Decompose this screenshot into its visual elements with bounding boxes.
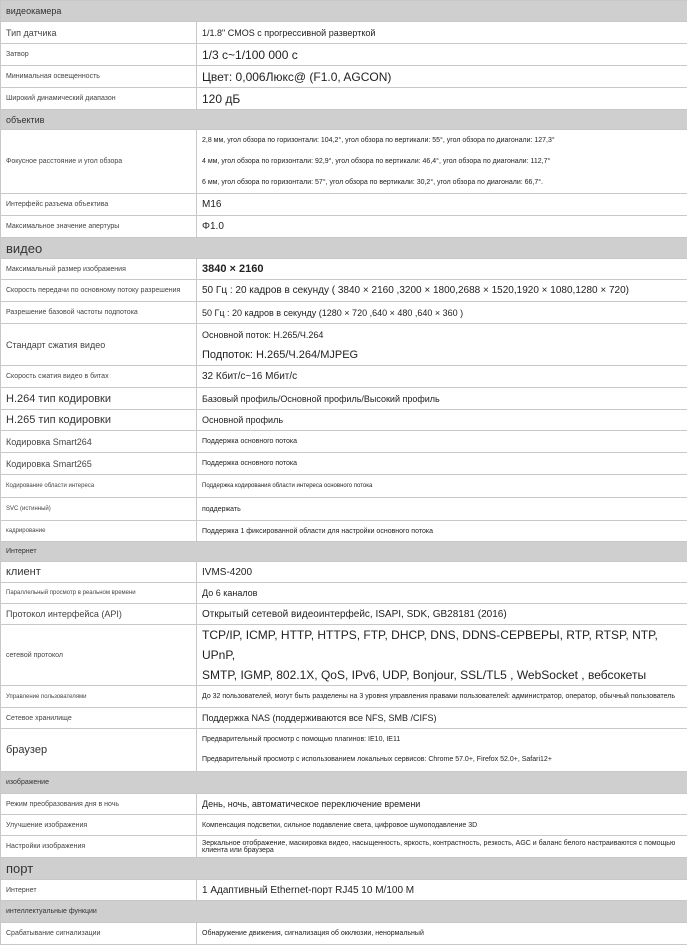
section-title: изображение — [1, 772, 687, 794]
section-row-port — [1, 858, 687, 880]
spec-label: Минимальная освещенность — [1, 66, 197, 88]
spec-row — [1, 194, 687, 216]
spec-value: 50 Гц : 20 кадров в секунду (1280 × 720 ,640 × 480 ,640 × 360 ) — [197, 302, 687, 324]
spec-row — [1, 625, 687, 686]
spec-label: браузер — [1, 729, 197, 772]
spec-value — [197, 324, 687, 366]
spec-label: Режим преобразования дня в ночь — [1, 794, 197, 815]
spec-value-line: Основной поток: H.265/Ч.264 — [202, 325, 682, 345]
spec-value: M16 — [197, 194, 687, 216]
spec-row — [1, 88, 687, 110]
spec-label: Сетевое хранилище — [1, 708, 197, 729]
spec-label: Интернет — [1, 880, 197, 901]
spec-row — [1, 130, 687, 194]
spec-value: Обнаружение движения, сигнализация об окклюзии, ненормальный — [197, 923, 687, 945]
spec-row — [1, 583, 687, 604]
spec-value: Поддержка основного потока — [197, 431, 687, 453]
spec-value: Поддержка кодирования области интереса основного потока — [197, 475, 687, 498]
spec-label: Настройки изображения — [1, 836, 197, 858]
spec-label: клиент — [1, 562, 197, 583]
section-row-smart — [1, 901, 687, 923]
spec-row — [1, 498, 687, 521]
spec-row — [1, 475, 687, 498]
spec-value: 1 Адаптивный Ethernet-порт RJ45 10 M/100 M — [197, 880, 687, 901]
spec-label: Управление пользователями — [1, 686, 197, 708]
spec-label: Параллельный просмотр в реальном времени — [1, 583, 197, 604]
spec-row — [1, 259, 687, 280]
spec-value: IVMS-4200 — [197, 562, 687, 583]
section-title: Интернет — [1, 542, 687, 562]
spec-value-line: Предварительный просмотр с использованием локальных сервисов: Chrome 57.0+, Firefox 52.0+, Safari12+ — [202, 750, 682, 770]
spec-label: Максимальное значение апертуры — [1, 216, 197, 238]
spec-value — [197, 130, 687, 194]
spec-value: 50 Гц : 20 кадров в секунду ( 3840 × 2160 ,3200 × 1800,2688 × 1520,1920 × 1080,1280 × 720) — [197, 280, 687, 302]
spec-value-line: Подпоток: H.265/Ч.264/MJPEG — [202, 345, 682, 365]
spec-value: До 6 каналов — [197, 583, 687, 604]
spec-value: Φ1.0 — [197, 216, 687, 238]
spec-label: H.265 тип кодировки — [1, 410, 197, 431]
spec-value-line: 4 мм, угол обзора по горизонтали: 92,9°, угол обзора по вертикали: 46,4°, угол обзора по диагонали: 112,7° — [202, 151, 682, 172]
spec-row — [1, 604, 687, 625]
spec-row — [1, 794, 687, 815]
spec-row — [1, 410, 687, 431]
spec-value: Компенсация подсветки, сильное подавление света, цифровое шумоподавление 3D — [197, 815, 687, 836]
spec-row — [1, 216, 687, 238]
section-row-lens — [1, 110, 687, 130]
spec-label: Кодирование области интереса — [1, 475, 197, 498]
spec-value: Цвет: 0,006Люкс@ (F1.0, AGCON) — [197, 66, 687, 88]
spec-label: Кодировка Smart264 — [1, 431, 197, 453]
spec-row — [1, 66, 687, 88]
spec-row — [1, 729, 687, 772]
spec-row — [1, 880, 687, 901]
spec-label: H.264 тип кодировки — [1, 388, 197, 410]
section-title: интеллектуальные функции — [1, 901, 687, 923]
spec-label: кадрирование — [1, 521, 197, 542]
spec-value: 1/1.8" CMOS с прогрессивной разверткой — [197, 22, 687, 44]
spec-value: Зеркальное отображение, маскировка видео, насыщенность, яркость, контрастность, резкость, AGC и баланс белого настраиваются с помощью клиента или браузера — [197, 836, 687, 858]
spec-label: Интерфейс разъема объектива — [1, 194, 197, 216]
spec-value: День, ночь, автоматическое переключение времени — [197, 794, 687, 815]
section-row-network — [1, 542, 687, 562]
section-row-video — [1, 238, 687, 259]
spec-value — [197, 625, 687, 686]
section-title: объектив — [1, 110, 687, 130]
spec-value-line: 6 мм, угол обзора по горизонтали: 57°, угол обзора по вертикали: 30,2°, угол обзора по диагонали: 66,7°. — [202, 172, 682, 193]
section-row-image — [1, 772, 687, 794]
spec-value: Поддержка основного потока — [197, 453, 687, 475]
spec-row — [1, 521, 687, 542]
spec-value: 32 Кбит/с~16 Мбит/с — [197, 366, 687, 388]
spec-value — [197, 259, 687, 280]
spec-label: SVC (истинный) — [1, 498, 197, 521]
spec-label: Скорость сжатия видео в битах — [1, 366, 197, 388]
spec-label: Широкий динамический диапазон — [1, 88, 197, 110]
spec-value: Базовый профиль/Основной профиль/Высокий профиль — [197, 388, 687, 410]
spec-row — [1, 923, 687, 945]
spec-value: Поддержка 1 фиксированной области для настройки основного потока — [197, 521, 687, 542]
spec-label: Улучшение изображения — [1, 815, 197, 836]
spec-row — [1, 815, 687, 836]
spec-label: Тип датчика — [1, 22, 197, 44]
spec-label: Протокол интерфейса (API) — [1, 604, 197, 625]
spec-label: Затвор — [1, 44, 197, 66]
spec-value-line: TCP/IP, ICMP, HTTP, HTTPS, FTP, DHCP, DNS, DDNS-СЕРВЕРЫ, RTP, RTSP, NTP, UPnP, — [202, 625, 682, 665]
spec-row — [1, 22, 687, 44]
section-title: порт — [1, 858, 687, 880]
spec-row — [1, 324, 687, 366]
spec-row — [1, 44, 687, 66]
spec-label: сетевой протокол — [1, 625, 197, 686]
spec-row — [1, 388, 687, 410]
spec-label: Максимальный размер изображения — [1, 259, 197, 280]
spec-row — [1, 302, 687, 324]
spec-value: До 32 пользователей, могут быть разделены на 3 уровня управления правами пользователей: администратор, оператор, обычный пользователь — [197, 686, 687, 708]
spec-row — [1, 431, 687, 453]
spec-row — [1, 708, 687, 729]
spec-label: Стандарт сжатия видео — [1, 324, 197, 366]
spec-value: Поддержка NAS (поддерживаются все NFS, SMB /CIFS) — [197, 708, 687, 729]
spec-label: Скорость передачи по основному потоку разрешения — [1, 280, 197, 302]
spec-value: 1/3 с~1/100 000 с — [197, 44, 687, 66]
spec-label: Фокусное расстояние и угол обзора — [1, 130, 197, 194]
spec-label: Разрешение базовой частоты подпотока — [1, 302, 197, 324]
spec-value: Открытый сетевой видеоинтерфейс, ISAPI, SDK, GB28181 (2016) — [197, 604, 687, 625]
spec-value: поддержать — [197, 498, 687, 521]
spec-value — [197, 729, 687, 772]
spec-label: Срабатывание сигнализации — [1, 923, 197, 945]
spec-label: Кодировка Smart265 — [1, 453, 197, 475]
spec-row — [1, 836, 687, 858]
spec-value-line: SMTP, IGMP, 802.1X, QoS, IPv6, UDP, Bonjour, SSL/TL5 , WebSocket , вебсокеты — [202, 665, 682, 685]
spec-value-line: 2,8 мм, угол обзора по горизонтали: 104,2°, угол обзора по вертикали: 55°, угол обзора по диагонали: 127,3° — [202, 130, 682, 151]
spec-row — [1, 280, 687, 302]
spec-row — [1, 686, 687, 708]
spec-row — [1, 562, 687, 583]
section-title: видеокамера — [1, 1, 687, 22]
spec-value-line: Предварительный просмотр с помощью плагинов: IE10, IE11 — [202, 730, 682, 750]
spec-row — [1, 453, 687, 475]
section-row-camera — [1, 1, 687, 22]
section-title: видео — [1, 238, 687, 259]
spec-row — [1, 366, 687, 388]
spec-value: Основной профиль — [197, 410, 687, 431]
spec-value: 120 дБ — [197, 88, 687, 110]
spec-value-text: 3840 × 2160 — [202, 263, 263, 275]
